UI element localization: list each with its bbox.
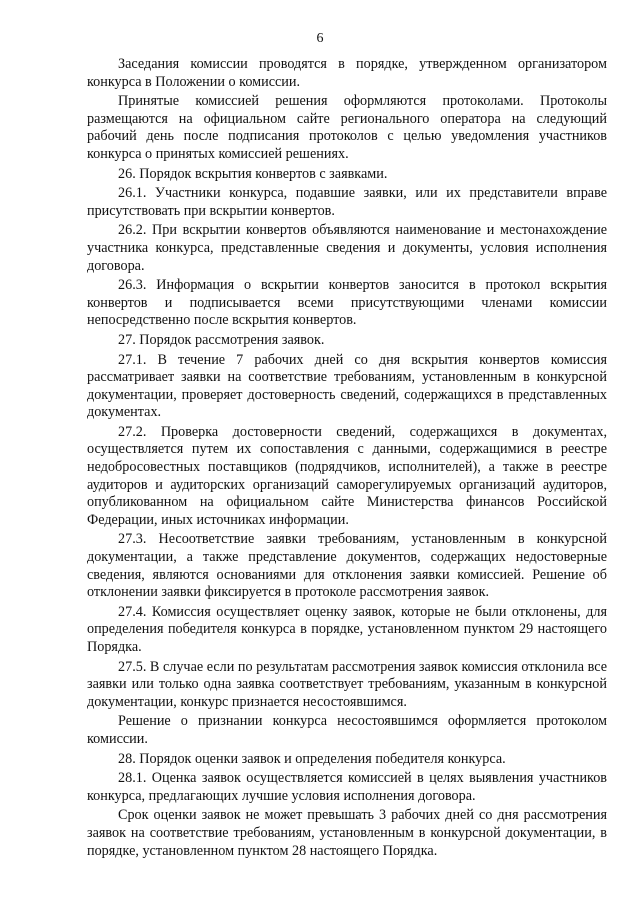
clause-27-4: 27.4. Комиссия осуществляет оценку заявок, которые не были отклонены, для определения победителя конкурса в порядке, установленном пунктом 29 настоящего Порядка.	[87, 603, 607, 655]
clause-27-5: 27.5. В случае если по результатам рассмотрения заявок комиссия отклонила все заявки или только одна заявка соответствует требованиям, указанным в конкурсной документации, конкурс признается несостоявшимся.	[87, 658, 607, 710]
paragraph-meetings-procedure: Заседания комиссии проводятся в порядке, утвержденном организатором конкурса в Положении о комиссии.	[87, 56, 607, 90]
section-heading-26: 26. Порядок вскрытия конвертов с заявками.	[118, 165, 388, 182]
paragraph-protocols: Принятые комиссией решения оформляются протоколами. Протоколы размещаются на официальном сайте регионального оператора на следующий рабочий день после подписания протоколов с целью уведомления участников конкурса о принятых комиссией решениях.	[87, 93, 607, 162]
clause-27-3: 27.3. Несоответствие заявки требованиям, установленным в конкурсной документации, а также представление документов, содержащих недостоверные сведения, являются основаниями для отклонения заявки комиссией. Решение об отклонении заявки фиксируется в протоколе рассмотрения заявок.	[87, 531, 607, 601]
page-number: 6	[316, 31, 324, 46]
clause-28-1: 28.1. Оценка заявок осуществляется комиссией в целях выявления участников конкурса, предлагающих лучшие условия исполнения договора.	[87, 770, 607, 804]
clause-26-3: 26.3. Информация о вскрытии конвертов заносится в протокол вскрытия конвертов и подписывается всеми присутствующими членами комиссии непосредственно после вскрытия конвертов.	[87, 277, 607, 329]
clause-27-1: 27.1. В течение 7 рабочих дней со дня вскрытия конвертов комиссия рассматривает заявки на соответствие требованиям, установленным в конкурсной документации, проверяет достоверность сведений, содержащихся в представленных документах.	[87, 351, 607, 421]
clause-27-2: 27.2. Проверка достоверности сведений, содержащихся в документах, осуществляется путем их сопоставления с данными, содержащимися в реестре недобросовестных поставщиков (подрядчиков, исполнителей), а также в реестре аудиторов и аудиторских организаций саморегулируемых организаций аудиторов, опубликованном на официальном сайте Министерства финансов Российской Федерации, иных источниках информации.	[87, 423, 607, 528]
paragraph-failed-contest-decision: Решение о признании конкурса несостоявшимся оформляется протоколом комиссии.	[87, 713, 607, 747]
clause-26-1: 26.1. Участники конкурса, подавшие заявки, или их представители вправе присутствовать при вскрытии конвертов.	[87, 185, 607, 219]
document-body	[87, 56, 607, 862]
section-heading-28: 28. Порядок оценки заявок и определения победителя конкурса.	[118, 750, 506, 767]
paragraph-evaluation-deadline: Срок оценки заявок не может превышать 3 рабочих дней со дня рассмотрения заявок на соответствие требованиям, установленным в конкурсной документации, в порядке, установленном пунктом 28 настоящего Порядка.	[87, 807, 607, 859]
clause-26-2: 26.2. При вскрытии конвертов объявляются наименование и местонахождение участника конкурса, представленные сведения и документы, условия исполнения договора.	[87, 222, 607, 274]
section-heading-27: 27. Порядок рассмотрения заявок.	[118, 331, 325, 348]
